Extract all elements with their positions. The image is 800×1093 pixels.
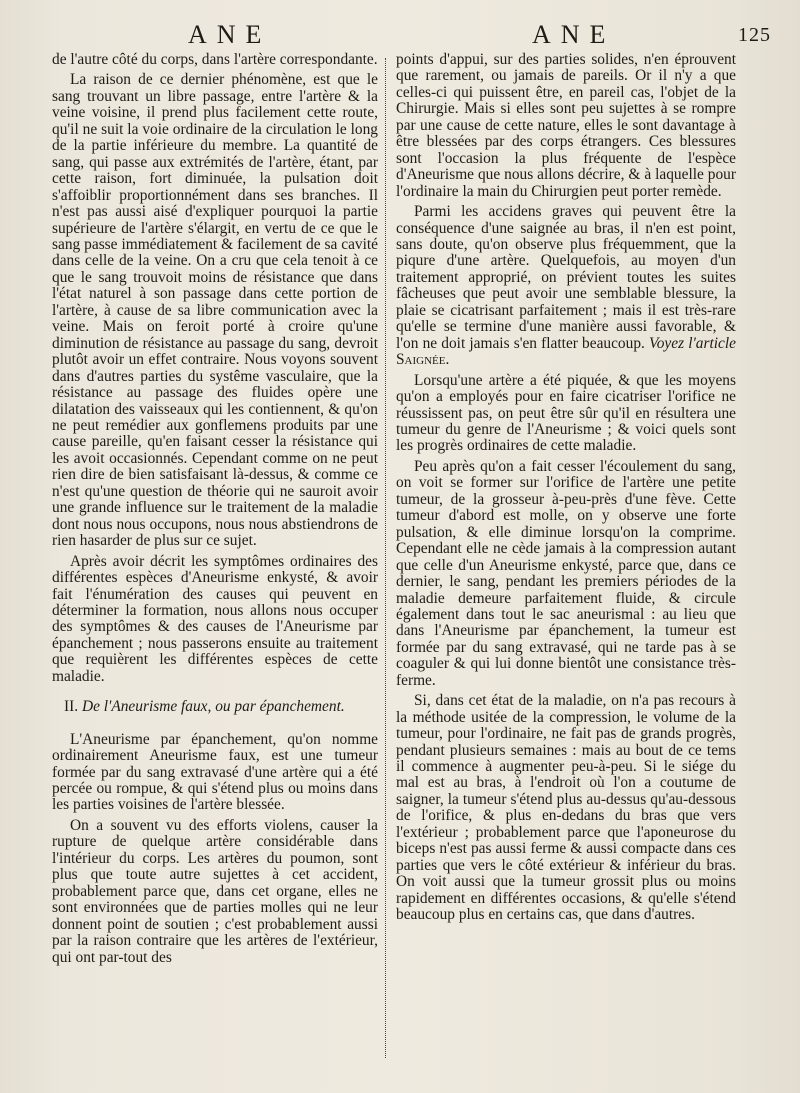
section-heading (52, 699, 378, 715)
section-title: De l'Aneurisme faux, ou par épanchement. (81, 698, 345, 716)
cross-reference: Voyez l'article (649, 334, 736, 352)
paragraph: L'Aneurisme par épanchement, qu'on nomme ordinairement Aneurisme faux, est une tumeur formée par du sang extravasé d'une artère qui a été percée ou rompue, & qui s'étend plus ou moins dans les parties voisines de l'artère blessée. (52, 730, 378, 814)
paragraph: Si, dans cet état de la maladie, on n'a pas recours à la méthode usitée de la compression, le volume de la tumeur, pour l'ordinaire, ne fait pas de grands progrès, pendant plusieurs semaines : mais au bout de ce tems il commence à augmenter peu-à-peu. Si le siége du mal est au bras, à l'endroit où l'on a coutume de saigner, la tumeur s'étend plus au-dessus qu'au-dessous de l'orifice, & plus en-dedans du bras que vers l'extérieur ; probablement parce que l'aponeurose du biceps n'est pas aussi ferme & aussi compacte dans ces parties que vers le côté extérieur & inférieur du bras. On voit aussi que la tumeur grossit plus ou moins rapidement en différentes occasions, & qu'elle s'étend beaucoup plus en certains cas, que dans d'autres. (396, 692, 736, 924)
paragraph (396, 204, 736, 369)
header-left-title: ANE (188, 20, 272, 49)
paragraph: Après avoir décrit les symptômes ordinaires des différentes espèces d'Aneurisme enkysté, & avoir fait l'énumération des causes qui peuvent en déterminer la formation, nous allons nous occuper des symptômes & des causes de l'Aneurisme par épanchement ; nous passerons ensuite au traitement que requièrent les différentes espèces de cette maladie. (52, 552, 378, 685)
cross-reference-target: Saignée. (396, 351, 450, 369)
right-column (396, 52, 736, 928)
running-header (0, 20, 800, 54)
paragraph-text: Parmi les accidens graves qui peuvent être la conséquence d'une saignée au bras, il n'en est point, sans doute, qu'on observe plus fréquemment, que la piqure d'une artère. Quelquefois, au moyen d'un traitement approprié, on prévient toutes les suites fâcheuses que peut avoir une semblable blessure, la plaie se cicatrisant parfaitement ; mais il est très-rare qu'elle se termine d'une manière aussi favorable, & l'on ne doit jamais s'en flatter beaucoup. (396, 203, 736, 352)
paragraph: de l'autre côté du corps, dans l'artère correspondante. (52, 51, 378, 68)
page-number: 125 (738, 24, 771, 46)
paragraph: La raison de ce dernier phénomène, est que le sang trouvant un libre passage, entre l'artère & la veine voisine, il prend plus facilement cette route, qu'il ne suit la voie ordinaire de la circulation le long de la partie inférieure du membre. La quantité de sang, qui passe aux extrémités de l'artère, étant, par cette raison, fort diminuée, la pulsation doit s'affoiblir proportionnément dans ses branches. Il n'est pas aussi aisé d'expliquer pourquoi la partie supérieure de l'artère s'élargit, en vertu de ce que le sang passe immédiatement & facilement de sa cavité dans celle de la veine. On a cru que cela tenoit à ce que le sang trouvoit moins de résistance que dans l'état naturel à son passage dans cette portion de l'artère, à cause de sa libre communication avec la veine. Mais on feroit porté à croire qu'une diminution de résistance au passage du sang, devroit plutôt avoir un effet contraire. Nous voyons souvent dans d'autres parties du systême vasculaire, que la résistance au passage des fluides opère une dilatation des vaisseaux qui les contiennent, & qu'on ne peut remédier aux gonflemens produits par une cause pareille, qu'en faisant cesser la résistance qui les avoit occasionnés. Cependant comme on ne peut rien dire de bien satisfaisant là-dessus, & comme ce n'est qu'une question de théorie qui ne sauroit avoir une grande influence sur le traitement de la maladie dont nous nous occupons, nous nous abstiendrons de rien hasarder de plus sur ce sujet. (52, 71, 378, 550)
paragraph: points d'appui, sur des parties solides, n'en éprouvent que rarement, ou jamais de pareils. Or il n'y a que celles-ci qui puissent être, en pareil cas, l'objet de la Chirurgie. Mais si elles sont peu sujettes à se rompre par une cause de cette nature, elles le sont davantage à être blessées par des corps étrangers. Ces blessures sont l'occasion la plus fréquente de l'espèce d'Aneurisme que nous allons décrire, & à laquelle pour l'ordinaire la main du Chirurgien peut porter remède. (396, 51, 736, 200)
left-column (52, 52, 378, 970)
column-divider (385, 58, 386, 1058)
paragraph: Peu après qu'on a fait cesser l'écoulement du sang, on voit se former sur l'orifice de l'artère une petite tumeur, de la grosseur à-peu-près d'une fève. Cette tumeur d'abord est molle, on y observe une forte pulsation, & elle diminue lorsqu'on la comprime. Cependant elle ne cède jamais à la compression autant que celle d'un Aneurisme enkysté, parce que, dans ce dernier, le sang, pendant les premiers périodes de la maladie demeure parfaitement fluide, & circule également dans tout le sac aneurismal : au lieu que dans l'Aneurisme par épanchement, la tumeur est formée par du sang extravasé, qui ne tarde pas à se coaguler & qui lui donne bientôt une consistance très-ferme. (396, 457, 736, 689)
paragraph: Lorsqu'une artère a été piquée, & que les moyens qu'on a employés pour en faire cicatriser l'orifice ne réussissent pas, on peut être sûr qu'il en résultera une tumeur du genre de l'Aneurisme ; & voici quels sont les progrès ordinaires de cette maladie. (396, 371, 736, 455)
paragraph: On a souvent vu des efforts violens, causer la rupture de quelque artère considérable dans l'intérieur du corps. Les artères du poumon, sont plus que toute autre sujettes à cet accident, probablement parce que, dans cet organe, elles ne sont environnées que de parties molles qui ne leur donnent point de soutien ; c'est probablement aussi par la raison contraire que les artères de l'extérieur, qui ont par-tout des (52, 816, 378, 966)
section-number: II. (64, 698, 79, 716)
header-right-title: ANE (532, 20, 616, 49)
